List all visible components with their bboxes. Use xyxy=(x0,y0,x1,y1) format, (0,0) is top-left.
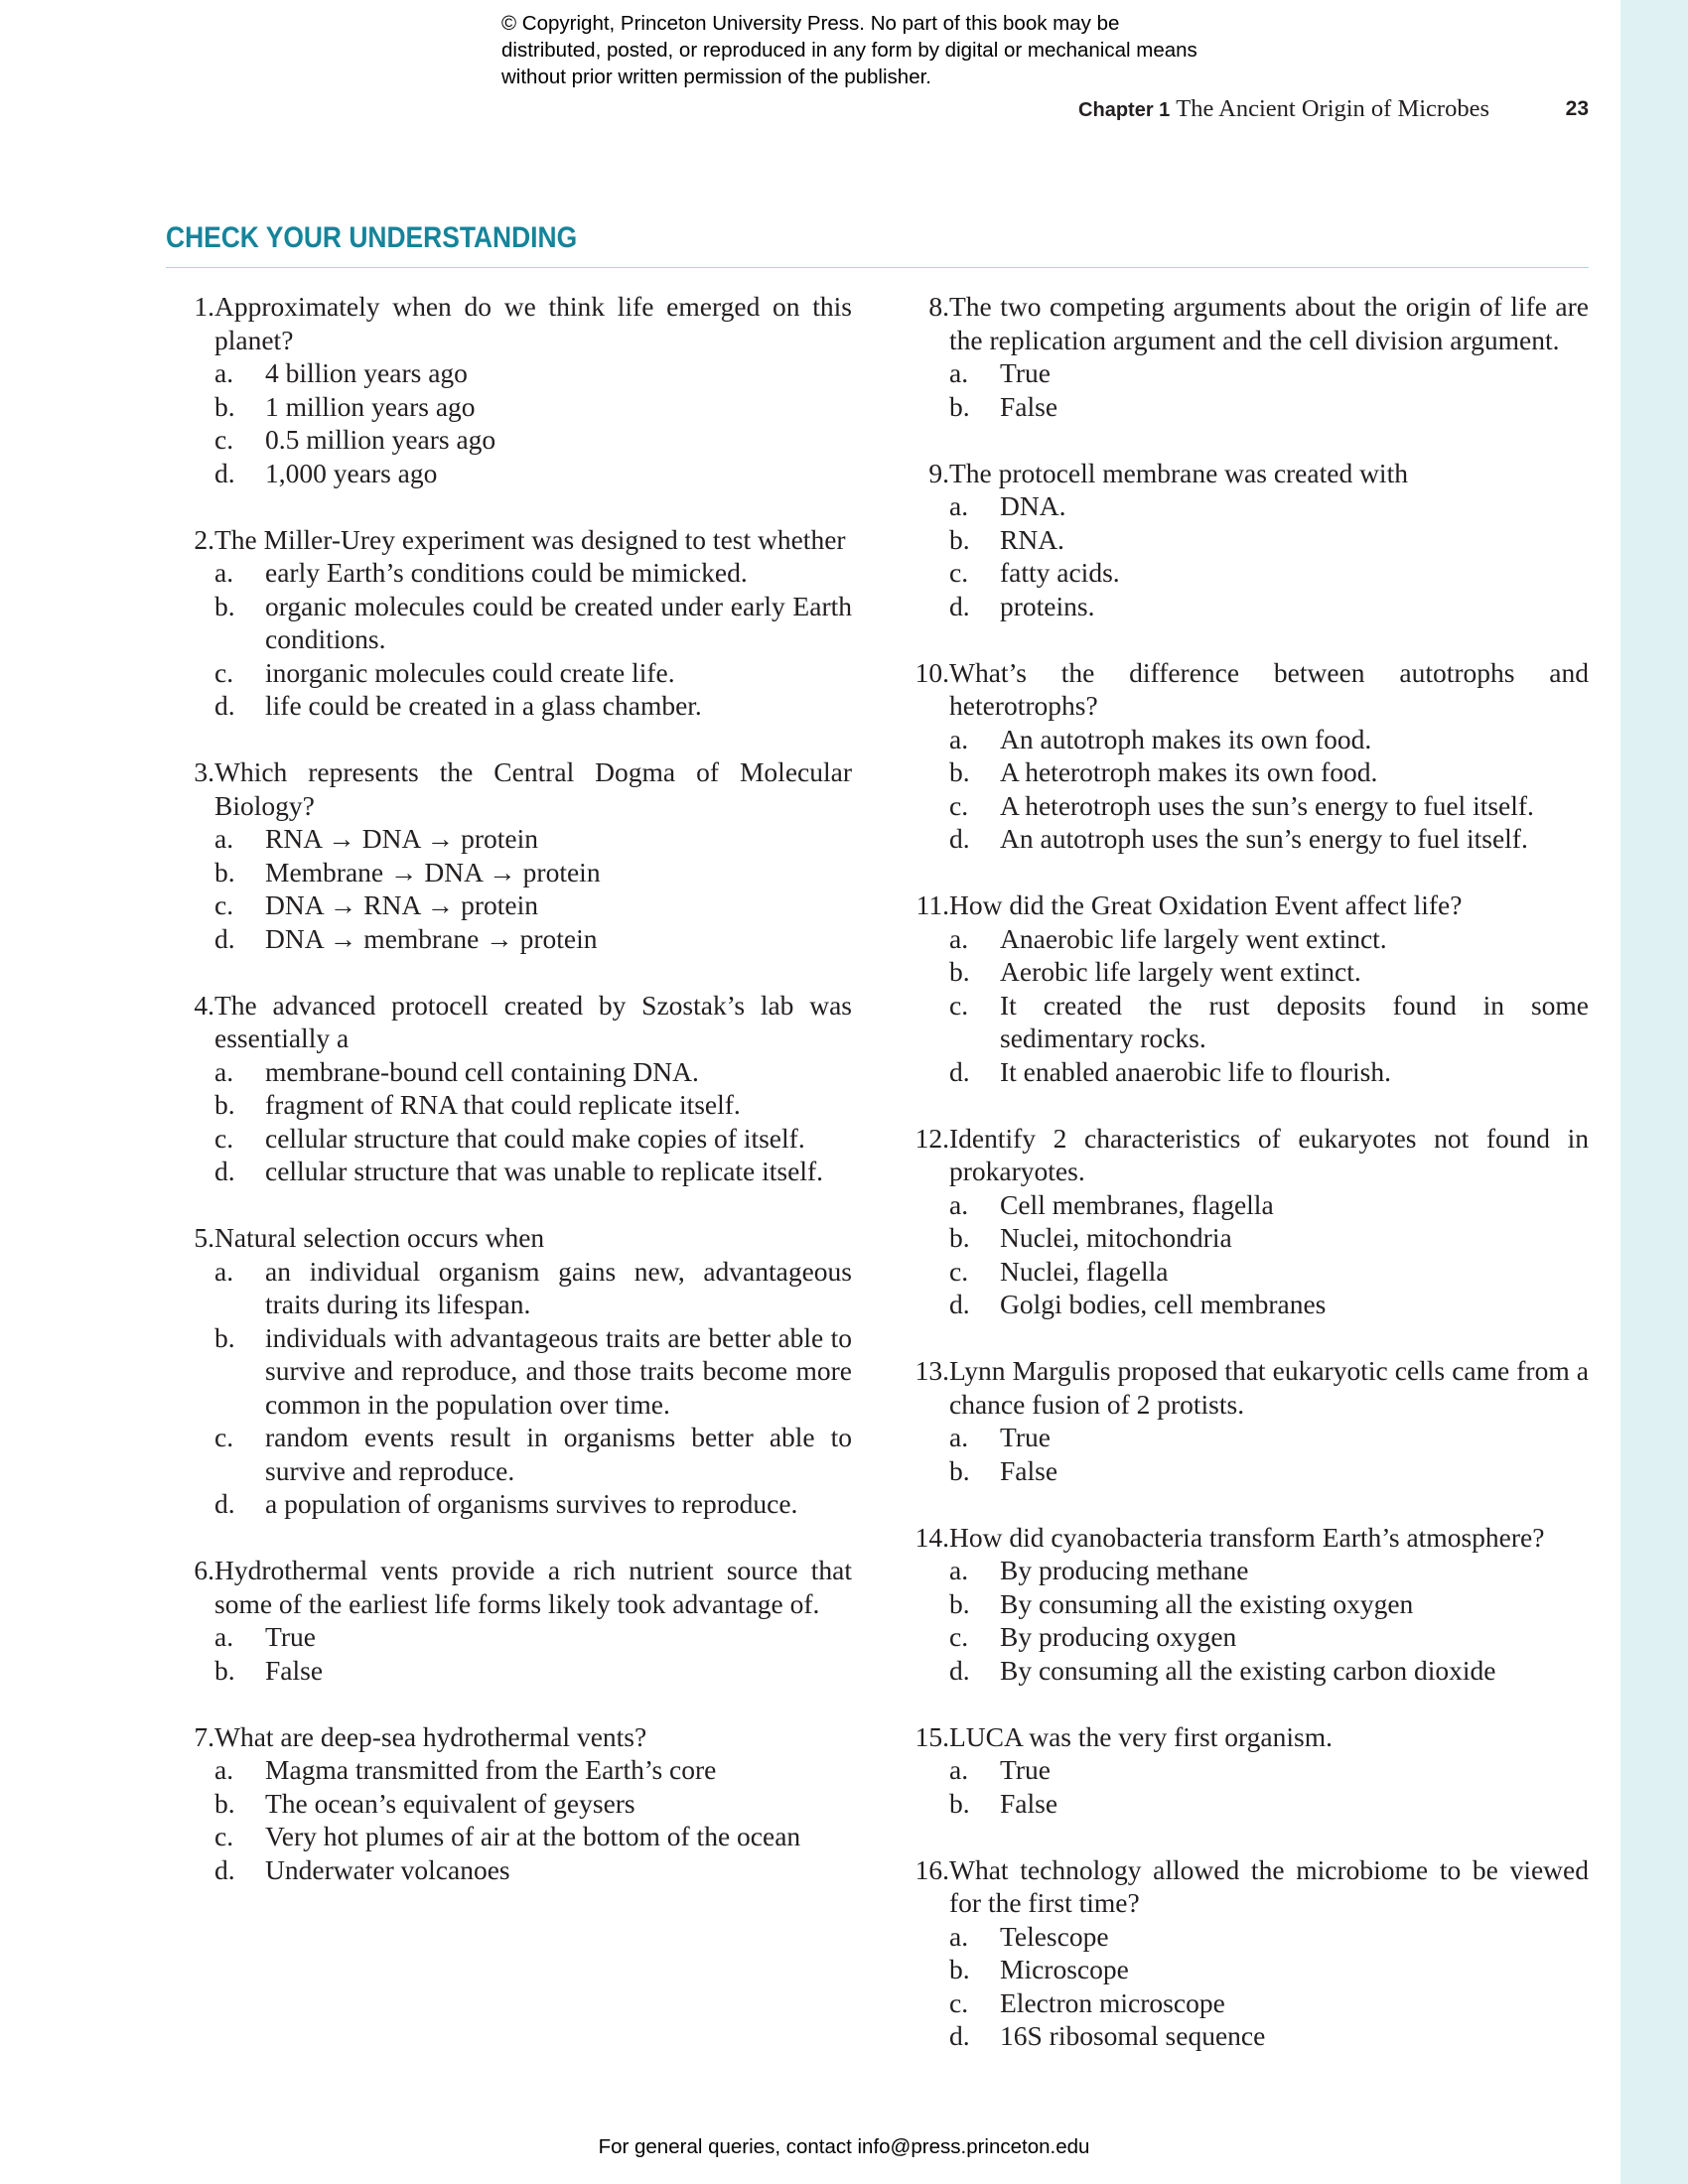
option-text: RNA. xyxy=(1000,523,1064,555)
option-text: By producing oxygen xyxy=(1000,1621,1237,1652)
answer-option xyxy=(899,1587,1589,1621)
option-letter: c. xyxy=(214,656,234,688)
answer-option xyxy=(164,1820,852,1853)
answer-options xyxy=(899,1421,1589,1487)
option-text: Nuclei, flagella xyxy=(1000,1255,1169,1287)
question-13 xyxy=(899,1354,1589,1487)
option-text: life could be created in a glass chamber. xyxy=(265,690,702,721)
answer-option xyxy=(899,356,1589,390)
section-title: CHECK YOUR UNDERSTANDING xyxy=(166,221,578,254)
answer-option xyxy=(164,1787,852,1821)
option-letter: d. xyxy=(949,1654,970,1686)
question-7 xyxy=(164,1720,852,1887)
option-text: The ocean’s equivalent of geysers xyxy=(265,1787,635,1819)
option-text: 4 billion years ago xyxy=(265,357,468,388)
option-text: False xyxy=(1000,390,1058,422)
answer-option xyxy=(899,1454,1589,1488)
question-text: What technology allowed the microbiome to be viewed for the first time? xyxy=(949,1853,1589,1918)
answer-option xyxy=(164,1654,852,1688)
question-12 xyxy=(899,1122,1589,1321)
answer-options xyxy=(164,822,852,955)
answer-option xyxy=(899,723,1589,756)
option-letter: c. xyxy=(214,1122,234,1154)
question-number: 5. xyxy=(194,1222,214,1253)
option-letter: b. xyxy=(949,1454,970,1486)
option-letter: d. xyxy=(949,1055,970,1087)
answer-option xyxy=(164,1421,852,1487)
answer-option xyxy=(899,523,1589,557)
answer-option xyxy=(899,1421,1589,1454)
option-text: By consuming all the existing carbon dioxide xyxy=(1000,1654,1496,1686)
answer-option xyxy=(899,1288,1589,1321)
question-1 xyxy=(164,290,852,489)
answer-option xyxy=(899,1787,1589,1821)
question-text: Lynn Margulis proposed that eukaryotic cells came from a chance fusion of 2 protists. xyxy=(949,1355,1589,1420)
answer-option xyxy=(164,1487,852,1521)
question-11 xyxy=(899,888,1589,1088)
option-letter: a. xyxy=(214,1621,234,1652)
answer-options xyxy=(164,356,852,489)
question-text: Natural selection occurs when xyxy=(214,1222,545,1253)
answer-options xyxy=(899,1920,1589,2053)
question-text: What are deep-sea hydrothermal vents? xyxy=(214,1720,647,1752)
option-text: Electron microscope xyxy=(1000,1986,1225,2018)
option-letter: b. xyxy=(949,390,970,422)
question-number: 4. xyxy=(194,989,214,1021)
answer-option xyxy=(164,590,852,656)
answer-option xyxy=(899,789,1589,823)
option-text: fatty acids. xyxy=(1000,557,1120,588)
option-text: fragment of RNA that could replicate itself. xyxy=(265,1089,741,1120)
option-text: True xyxy=(265,1621,316,1652)
option-text: True xyxy=(1000,1754,1051,1785)
option-text: proteins. xyxy=(1000,590,1095,621)
answer-option xyxy=(899,1654,1589,1688)
question-3 xyxy=(164,755,852,955)
option-letter: c. xyxy=(214,889,234,920)
option-letter: b. xyxy=(949,1787,970,1819)
question-4 xyxy=(164,989,852,1188)
option-text: DNA → RNA → protein xyxy=(265,889,538,920)
option-text: individuals with advantageous traits are better able to survive and reproduce, and those traits become more common in the population over time. xyxy=(265,1321,852,1420)
section-divider xyxy=(166,267,1589,268)
option-text: It enabled anaerobic life to flourish. xyxy=(1000,1055,1392,1087)
option-letter: a. xyxy=(214,557,234,588)
option-letter: a. xyxy=(214,1055,234,1087)
option-text: False xyxy=(265,1654,324,1686)
option-letter: d. xyxy=(214,1853,235,1885)
footer-contact: For general queries, contact info@press.princeton.edu xyxy=(598,2135,1090,2158)
question-15 xyxy=(899,1720,1589,1821)
option-letter: b. xyxy=(949,1222,970,1253)
option-text: Cell membranes, flagella xyxy=(1000,1188,1274,1220)
answer-options xyxy=(164,556,852,723)
right-column xyxy=(899,290,1589,2086)
option-text: Nuclei, mitochondria xyxy=(1000,1222,1232,1253)
page-number: 23 xyxy=(1565,97,1589,120)
option-text: Membrane → DNA → protein xyxy=(265,856,601,887)
question-number: 6. xyxy=(194,1555,214,1585)
option-letter: d. xyxy=(949,1289,970,1319)
option-text: cellular structure that could make copies of itself. xyxy=(265,1122,805,1154)
answer-option xyxy=(164,656,852,690)
answer-option xyxy=(164,1620,852,1654)
option-text: Magma transmitted from the Earth’s core xyxy=(265,1754,717,1785)
answer-option xyxy=(164,356,852,390)
question-number: 3. xyxy=(194,756,214,787)
option-letter: d. xyxy=(214,457,235,488)
option-text: By consuming all the existing oxygen xyxy=(1000,1587,1414,1619)
answer-options xyxy=(164,1255,852,1521)
question-number: 7. xyxy=(194,1720,214,1752)
option-text: an individual organism gains new, advantageous traits during its lifespan. xyxy=(265,1255,852,1319)
left-column xyxy=(164,290,852,1920)
option-text: By producing methane xyxy=(1000,1555,1249,1585)
answer-option xyxy=(899,1055,1589,1089)
question-number: 1. xyxy=(194,291,214,322)
option-letter: a. xyxy=(949,723,969,754)
option-letter: b. xyxy=(949,956,970,987)
option-letter: b. xyxy=(214,590,235,621)
answer-option xyxy=(899,1986,1589,2020)
option-letter: d. xyxy=(214,922,235,954)
question-10 xyxy=(899,656,1589,856)
option-letter: d. xyxy=(214,1488,235,1519)
question-text: LUCA was the very first organism. xyxy=(949,1720,1333,1752)
chapter-label: Chapter 1 xyxy=(1078,99,1171,121)
option-text: An autotroph makes its own food. xyxy=(1000,723,1372,754)
option-text: An autotroph uses the sun’s energy to fuel itself. xyxy=(1000,823,1528,854)
answer-option xyxy=(164,390,852,424)
answer-options xyxy=(899,1188,1589,1321)
option-text: 16S ribosomal sequence xyxy=(1000,2020,1266,2051)
question-text: The protocell membrane was created with xyxy=(949,457,1408,488)
option-text: Underwater volcanoes xyxy=(265,1853,510,1885)
option-letter: c. xyxy=(949,1621,969,1652)
question-5 xyxy=(164,1221,852,1521)
option-letter: d. xyxy=(214,1156,235,1186)
answer-option xyxy=(899,489,1589,523)
option-text: cellular structure that was unable to replicate itself. xyxy=(265,1156,823,1186)
option-text: early Earth’s conditions could be mimicked. xyxy=(265,557,748,588)
running-head xyxy=(894,94,1489,125)
question-text: The two competing arguments about the origin of life are the replication argument and the cell division argument. xyxy=(949,291,1589,355)
answer-option xyxy=(899,822,1589,856)
answer-option xyxy=(164,423,852,457)
option-text: 1 million years ago xyxy=(265,390,476,422)
question-text: Identify 2 characteristics of eukaryotes not found in prokaryotes. xyxy=(949,1122,1589,1186)
option-letter: b. xyxy=(214,1787,235,1819)
option-letter: c. xyxy=(949,989,969,1021)
chapter-title: The Ancient Origin of Microbes xyxy=(1176,95,1489,122)
option-letter: a. xyxy=(949,1754,969,1785)
answer-options xyxy=(164,1620,852,1687)
answer-option xyxy=(899,1953,1589,1986)
copyright-notice: © Copyright, Princeton University Press. No part of this book may be distributed, posted, or reproduced in any form by digital or mechanical means without prior written permission of the publisher. xyxy=(501,12,1197,88)
option-letter: c. xyxy=(214,1821,234,1851)
option-text: False xyxy=(1000,1454,1058,1486)
option-text: random events result in organisms better able to survive and reproduce. xyxy=(265,1422,852,1486)
option-letter: c. xyxy=(949,557,969,588)
option-text: It created the rust deposits found in some sedimentary rocks. xyxy=(1000,989,1589,1053)
question-text: What’s the difference between autotrophs and heterotrophs? xyxy=(949,656,1589,721)
option-letter: b. xyxy=(214,1321,235,1353)
option-text: Very hot plumes of air at the bottom of the ocean xyxy=(265,1821,801,1851)
answer-option xyxy=(899,989,1589,1055)
question-6 xyxy=(164,1554,852,1687)
answer-option xyxy=(899,1554,1589,1587)
answer-option xyxy=(164,888,852,922)
question-8 xyxy=(899,290,1589,423)
option-letter: b. xyxy=(214,1089,235,1120)
option-letter: b. xyxy=(949,756,970,787)
option-text: 1,000 years ago xyxy=(265,457,438,488)
question-number: 13. xyxy=(914,1355,949,1386)
option-letter: a. xyxy=(214,1754,234,1785)
option-text: a population of organisms survives to reproduce. xyxy=(265,1488,798,1519)
answer-option xyxy=(899,755,1589,789)
option-letter: a. xyxy=(214,1255,234,1287)
question-number: 14. xyxy=(914,1521,949,1553)
option-text: Aerobic life largely went extinct. xyxy=(1000,956,1361,987)
question-number: 11. xyxy=(915,889,949,920)
option-letter: a. xyxy=(949,357,969,388)
answer-options xyxy=(899,723,1589,856)
answer-option xyxy=(899,1620,1589,1654)
option-text: Microscope xyxy=(1000,1954,1129,1984)
option-letter: d. xyxy=(949,823,970,854)
question-number: 2. xyxy=(194,523,214,555)
option-text: RNA → DNA → protein xyxy=(265,823,538,854)
answer-option xyxy=(164,922,852,956)
option-letter: a. xyxy=(214,357,234,388)
question-number: 9. xyxy=(928,457,949,488)
answer-options xyxy=(899,356,1589,423)
option-text: DNA. xyxy=(1000,490,1066,521)
option-text: True xyxy=(1000,1422,1051,1452)
answer-option xyxy=(899,922,1589,956)
option-letter: c. xyxy=(949,1255,969,1287)
option-letter: c. xyxy=(214,1422,234,1452)
answer-option xyxy=(164,822,852,856)
answer-option xyxy=(899,1920,1589,1954)
question-16 xyxy=(899,1853,1589,2053)
question-number: 12. xyxy=(914,1122,949,1154)
answer-option xyxy=(899,1188,1589,1222)
question-number: 16. xyxy=(914,1853,949,1885)
answer-option xyxy=(164,1753,852,1787)
option-letter: b. xyxy=(949,523,970,555)
question-text: The Miller-Urey experiment was designed to test whether xyxy=(214,523,846,555)
option-text: A heterotroph makes its own food. xyxy=(1000,756,1378,787)
answer-option xyxy=(899,2019,1589,2053)
answer-option xyxy=(164,1321,852,1422)
question-text: How did cyanobacteria transform Earth’s atmosphere? xyxy=(949,1521,1545,1553)
option-text: 0.5 million years ago xyxy=(265,424,496,455)
answer-option xyxy=(899,955,1589,989)
question-2 xyxy=(164,523,852,723)
answer-option xyxy=(899,390,1589,424)
question-number: 10. xyxy=(914,656,949,688)
option-letter: d. xyxy=(949,2020,970,2051)
answer-option xyxy=(899,1753,1589,1787)
question-text: Which represents the Central Dogma of Molecular Biology? xyxy=(214,756,852,821)
option-letter: c. xyxy=(949,789,969,821)
answer-option xyxy=(899,1255,1589,1289)
option-letter: c. xyxy=(949,1986,969,2018)
option-letter: a. xyxy=(949,922,969,954)
answer-options xyxy=(899,1753,1589,1820)
answer-option xyxy=(164,1155,852,1188)
option-letter: a. xyxy=(949,1422,969,1452)
answer-options xyxy=(899,489,1589,622)
answer-option xyxy=(164,1853,852,1887)
question-text: Hydrothermal vents provide a rich nutrient source that some of the earliest life forms likely took advantage of. xyxy=(214,1555,852,1619)
option-text: Golgi bodies, cell membranes xyxy=(1000,1289,1327,1319)
question-9 xyxy=(899,457,1589,623)
question-14 xyxy=(899,1521,1589,1688)
option-letter: b. xyxy=(214,856,235,887)
option-text: Telescope xyxy=(1000,1920,1109,1952)
option-letter: a. xyxy=(214,823,234,854)
answer-option xyxy=(164,1122,852,1156)
option-letter: a. xyxy=(949,1555,969,1585)
option-text: inorganic molecules could create life. xyxy=(265,656,675,688)
option-letter: d. xyxy=(949,590,970,621)
option-letter: c. xyxy=(214,424,234,455)
answer-option xyxy=(899,1221,1589,1255)
option-text: Anaerobic life largely went extinct. xyxy=(1000,922,1387,954)
option-text: True xyxy=(1000,357,1051,388)
answer-option xyxy=(164,1088,852,1122)
answer-option xyxy=(164,689,852,723)
option-letter: a. xyxy=(949,1188,969,1220)
option-letter: d. xyxy=(214,690,235,721)
answer-option xyxy=(164,556,852,590)
question-text: Approximately when do we think life emerged on this planet? xyxy=(214,291,852,355)
answer-option xyxy=(164,1255,852,1321)
answer-option xyxy=(899,556,1589,590)
answer-options xyxy=(899,1554,1589,1687)
option-text: organic molecules could be created under early Earth conditions. xyxy=(265,590,852,654)
option-letter: b. xyxy=(949,1587,970,1619)
option-letter: b. xyxy=(214,390,235,422)
answer-option xyxy=(164,856,852,889)
side-color-bar xyxy=(1620,0,1688,2184)
answer-option xyxy=(899,590,1589,623)
question-number: 8. xyxy=(928,291,949,322)
question-text: How did the Great Oxidation Event affect life? xyxy=(949,889,1463,920)
answer-options xyxy=(899,922,1589,1089)
answer-option xyxy=(164,457,852,490)
option-text: membrane-bound cell containing DNA. xyxy=(265,1055,699,1087)
option-letter: b. xyxy=(214,1654,235,1686)
option-text: DNA → membrane → protein xyxy=(265,922,598,954)
answer-options xyxy=(164,1753,852,1886)
option-text: False xyxy=(1000,1787,1058,1819)
option-letter: a. xyxy=(949,490,969,521)
question-number: 15. xyxy=(914,1720,949,1752)
option-letter: b. xyxy=(949,1954,970,1984)
answer-option xyxy=(164,1055,852,1089)
answer-options xyxy=(164,1055,852,1188)
question-text: The advanced protocell created by Szostak’s lab was essentially a xyxy=(214,989,852,1053)
option-text: A heterotroph uses the sun’s energy to fuel itself. xyxy=(1000,789,1534,821)
option-letter: a. xyxy=(949,1920,969,1952)
